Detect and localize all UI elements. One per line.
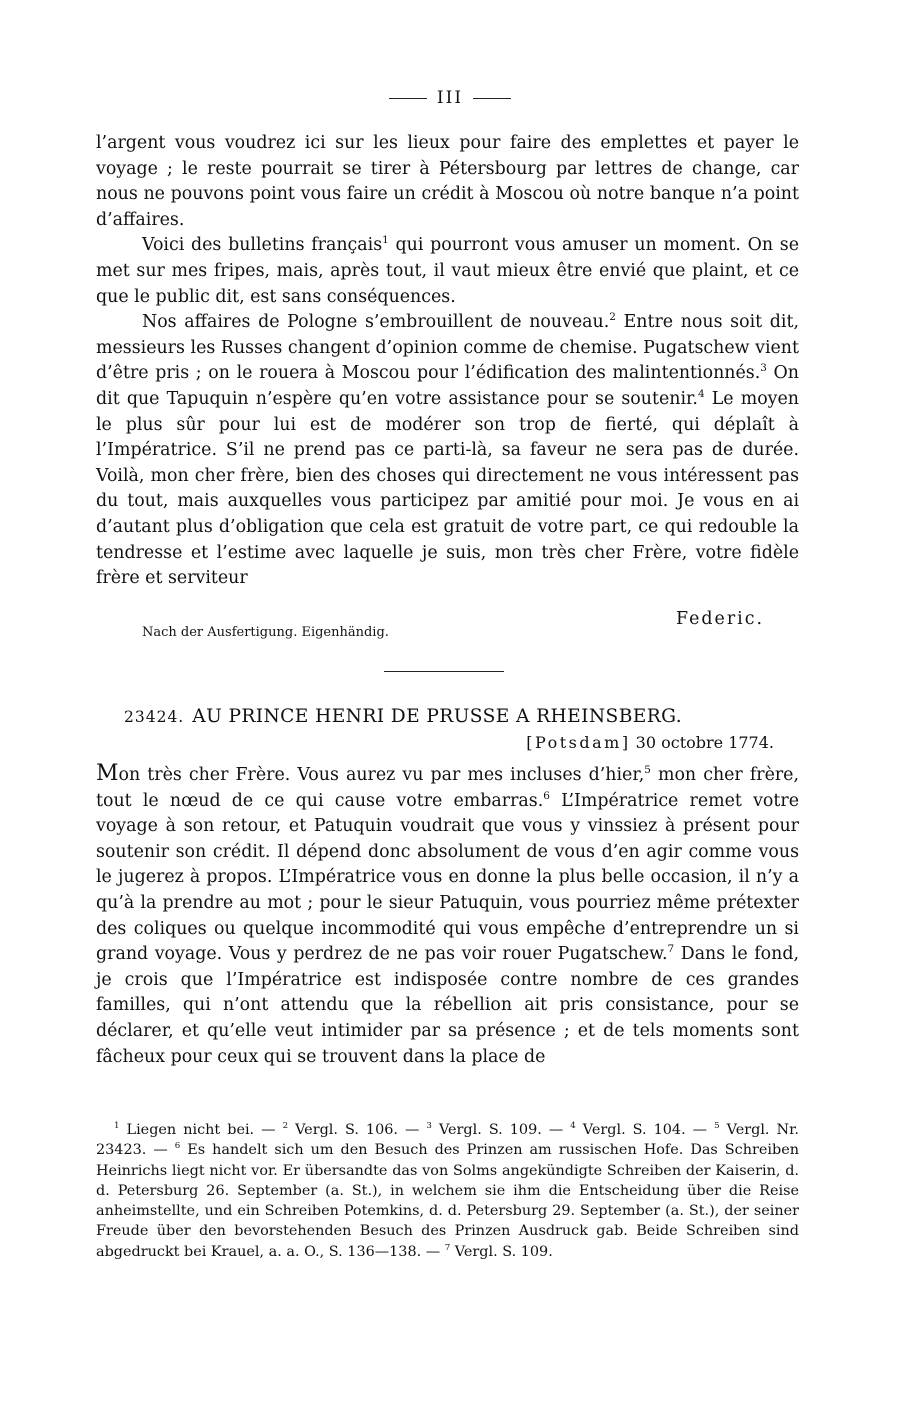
section-divider bbox=[384, 671, 504, 672]
footnote-ref: 6 bbox=[543, 789, 550, 802]
letter-continuation bbox=[96, 131, 799, 592]
date-value: 30 octobre 1774. bbox=[630, 733, 774, 752]
footnote-ref: 5 bbox=[644, 764, 651, 777]
source-note: Nach der Ausfertigung. Eigenhändig. bbox=[142, 625, 389, 640]
footnote-block: $^1$ Liegen nicht bei. — $^2$ Vergl. S. 106. — $^3$ Vergl. S. 109. — $^4$ Vergl. S. 104. — $^5$ Vergl. Nr. 23423. — $^6$ Es handelt sich um den Besuch des Prinzen am russischen Hofe. Das Schreiben Heinrichs liegt nicht vor. Er übersandte das von Solms angekündigte Schreiben der Kaiserin, d. d. Petersburg 26. September (a. St.), in welchem sie ihm die Entscheidung über die Reise anheimstellte, und ein Schreiben Potemkins, d. d. Petersburg 29. September (a. St.), der seiner Freude über den bevorstehenden Besuch des Prinzen Ausdruck gab. Beide Schreiben sind abgedruckt bei Krauel, a. a. O., S. 136—138. — $^7$ Vergl. S. 109. bbox=[96, 1121, 799, 1260]
page-header bbox=[0, 88, 900, 108]
letter-date bbox=[526, 733, 774, 752]
footnote-ref: 7 bbox=[667, 943, 675, 956]
page-number: III bbox=[436, 88, 464, 108]
signature: Federic. bbox=[676, 609, 764, 629]
footnote-ref: 4 bbox=[697, 388, 705, 401]
footnotes bbox=[96, 1120, 799, 1262]
header-rule-right bbox=[473, 98, 511, 99]
letter-number: 23424. bbox=[124, 708, 185, 726]
paragraph: Voici des bulletins français$^1$ qui pourront vous amuser un moment. On se met sur mes fripes, mais, après tout, il vaut mieux être envié que plaint, et ce que le public dit, est sans conséquences. bbox=[96, 234, 799, 307]
footnote-ref: 1 bbox=[382, 234, 389, 247]
letter-heading bbox=[124, 706, 800, 727]
footnote-ref: 2 bbox=[609, 311, 616, 324]
letter-body bbox=[96, 761, 799, 1070]
paragraph: Nos affaires de Pologne s’embrouillent de nouveau.$^2$ Entre nous soit dit, messieurs les Russes changent d’opinion comme de chemise. Pugatschew vient d’être pris ; on le rouera à Moscou pour l’édification des malintentionnés.$^3$ On dit que Tapuquin n’espère qu’en votre assistance pour se soutenir.$^4$ Le moyen le plus sûr pour lui est de modérer son trop de fierté, qui déplaît à l’Impératrice. S’il ne prend pas ce parti-là, sa faveur ne sera pas de durée. Voilà, mon cher frère, bien des choses qui directement ne vous intéressent pas du tout, mais auxquelles vous participez par amitié pour moi. Je vous en ai d’autant plus d’obligation que cela est gratuit de votre part, ce qui redouble la tendresse et l’estime avec laquelle je suis, mon très cher Frère, votre fidèle frère et serviteur bbox=[96, 311, 799, 589]
initial-letter: M bbox=[96, 761, 119, 786]
letter-title: AU PRINCE HENRI DE PRUSSE A RHEINSBERG. bbox=[192, 706, 683, 727]
paragraph: Mon très cher Frère. Vous aurez vu par mes incluses d’hier,$^5$ mon cher frère, tout le nœud de ce qui cause votre embarras.$^6$ L’Impératrice remet votre voyage à son retour, et Patuquin voudrait que vous y vinssiez à présent pour soutenir son crédit. Il dépend donc absolument de vous d’en agir comme vous le jugerez à propos. L’Impératrice vous en donne la plus belle occasion, il n’y a qu’à la prendre au mot ; pour le sieur Patuquin, vous pourriez même prétexter des coliques ou quelque incommodité qui vous empêche d’entreprendre un si grand voyage. Vous y perdrez de ne pas voir rouer Pugatschew.$^7$ Dans le fond, je crois que l’Impératrice est indisposée contre nombre de ces grandes familles, qui n’ont attendu que la rébellion ait pris consistance, pour se déclarer, et qu’elle veut intimider par sa présence ; et de tels moments sont fâcheux pour ceux qui se trouvent dans la place de bbox=[96, 761, 799, 1067]
date-place: [Potsdam] bbox=[526, 733, 631, 752]
paragraph: l’argent vous voudrez ici sur les lieux pour faire des emplettes et payer le voyage ; le reste pourrait se tirer à Pétersbourg par lettres de change, car nous ne pouvons point vous faire un crédit à Moscou où notre banque n’a point d’affaires. bbox=[96, 133, 799, 230]
header-rule-left bbox=[389, 98, 427, 99]
footnote-ref: 3 bbox=[760, 362, 767, 375]
